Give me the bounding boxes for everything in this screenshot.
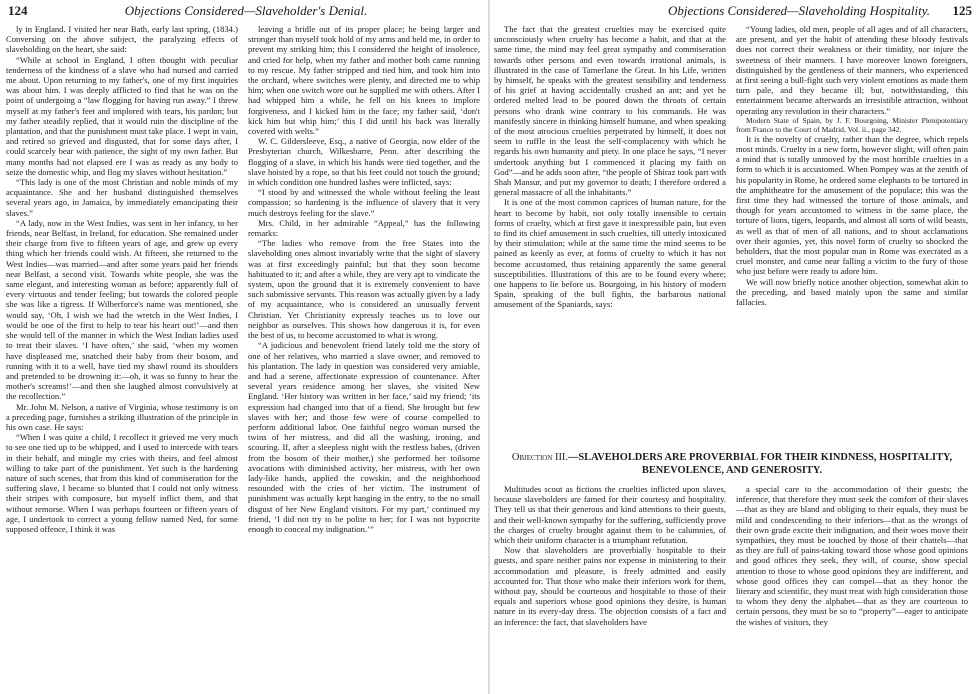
citation: Modern State of Spain, by J. F. Bourgoing, Minister Plenipotentiary from France to the Court of Madrid, Vol. ii., page 342. [736,115,968,134]
objection-title: —SLAVEHOLDERS ARE PROVERBIAL FOR THEIR KINDNESS, HOSPITALITY, BENEVOLENCE, AND GENEROSITY. [567,452,953,476]
paragraph: Mrs. Child, in her admirable “Appeal,” has the following remarks: [248,217,480,239]
objection-label: Objection III. [511,452,568,463]
paragraph: It is one of the most common caprices of human nature, for the heart to become by habit, not only totally insensible to certain forms of cruelty, which at first gave it inexpressible pain, but even to find its chief amusement in such cruelties, till utterly intoxicated by their stimulation; while at the same time the mind seems to be pained as keenly as ever, at forms of cruelty to which it has not become accustomed, thus retaining apparently the same general susceptibilities. Illustrations of this are to be found every where; one happens to lie before us. Bourgoing, in his history of modern Spain, speaking of the bull fights, the barbarous national amusement of the Spaniards, says: [494,197,726,310]
left-page-column-1 [6,24,238,694]
paragraph: “A judicious and benevolent friend lately told me the story of one of her relatives, who married a slave owner, and removed to his plantation. The lady in question was considered very amiable, and had a serene, affectionate expression of countenance. After several years residence among her slaves, she visited New England. ‘Her history was written in her face,’ said my friend; ‘its expression had changed into that of a fiend. She brought but few slaves with her; and those few were of course compelled to perform additional labor. One faithful negro woman nursed the twins of her mistress, and did all the washing, ironing, and scouring. If, after a sleepless night with the restless babes, (driven from the bosom of their mother,) she performed her toilsome avocations with diminished activity, her mistress, with her own lady-like hands, applied the cowskin, and the neighborhood resounded with the cries of her victim. The instrument of punishment was actually kept hanging in the entry, to the no small disgust of her New England visitors. For my part,’ continued my friend, ‘I did not try to be polite to her; for I was not hypocrite enough to conceal my indignation.’” [248,340,480,534]
paragraph: “Young ladies, old men, people of all ages and of all characters, are present, and yet the habit of attending these bloody festivals does not correct their weakness or their timidity, nor injure the sweetness of their manners. I have moreover known foreigners, distinguished by the gentleness of their manners, who experienced at first seeing a bull-fight such very violent emotions as made them turn pale, and they became ill; but, notwithstanding, this entertainment became afterwards an irresistible attraction, without operating any revolution in their characters.” [736,24,968,116]
paragraph: W. C. Gildersleeve, Esq., a native of Georgia, now elder of the Presbyterian church, Wilkesbarre, Penn. after describing the flogging of a slave, in which his hands were tied together, and the slave hoisted by a rope, so that his feet could not touch the ground; in which condition one hundred lashes were inflicted, says: [248,136,480,188]
paragraph: “The ladies who remove from the free States into the slaveholding ones almost invariably write that the sight of slavery was at first exceedingly painful; but that they soon become habituated to it; and after a while, they are very apt to vindicate the system, upon the ground that it is extremely convenient to have such submissive servants. This reason was actually given by a lady of my acquaintance, who is considered an unusually fervent Christian. Yet Christianity expressly teaches us to love our neighbor as ourselves. This shows how dangerous it is, for even the best of us, to become accustomed to what is wrong. [248,238,480,341]
paragraph: a special care to the accommodation of their guests; the inference, that therefore they must seek the comfort of their slaves—that as they are bland and obliging to their equals, they must be mild and condescending to their inferiors—that as the wrongs of their own grade excite their indignation, and their woes move their sympathies, they must be touched by those of their chattels—that as they are full of pains-taking toward those whose good opinions and good offices they seek, they will, of course, show special attention to those to whose good opinions they are indifferent, and whose good offices they can compel—that as they honor the literary and scientific, they must treat with high consideration those to whom they deny the alphabet—that as they are courteous to certain persons, they must be so to “property”—eager to anticipate the wishes of visitors, they [736,484,968,627]
paragraph: Multitudes scout as fictions the cruelties inflicted upon slaves, because slaveholders are famed for their courtesy and hospitality. They tell us that their generous and kind attentions to their guests, and their well-known sympathy for the suffering, sufficiently prove the charges of cruelty brought against them to be calumnies, of which their uniform character is a triumphant refutation. [494,484,726,546]
paragraph: Mr. John M. Nelson, a native of Virginia, whose testimony is on a preceding page, furnishes a striking illustration of the principle in his own case. He says: [6,401,238,432]
paragraph: We will now briefly notice another objection, somewhat akin to the preceding, and based mainly upon the same and similar fallacies. [736,276,968,308]
right-page-lower-column-2 [736,484,968,694]
left-page-header [6,2,486,20]
paragraph: It is the novelty of cruelty, rather than the degree, which repels most minds. Cruelty in a new form, however slight, will often pain a mind that is totally unmoved by the most horrible cruelties in a form to which it is accustomed. When Pompey was at the zenith of his popularity in Rome, he ordered some elephants to be tortured in the amphitheatre for the amusement of the populace; this was the first time they had witnessed the torture of those animals, and though for years accustomed to witness in the same place, the torture of lions, tigers, leopards, and almost all sorts of wild beasts, as well as that of men of all nations, and to shout acclamations over their agonies, yet, this novel form of cruelty so shocked the beholders, that the most popular man in Rome was execrated as a cruel monster, and came near falling a victim to the fury of those who just before were ready to adore him. [736,133,968,277]
right-page-header [494,2,974,20]
paragraph: “A lady, now in the West Indies, was sent in her infancy, to her friends, near Belfast, in Ireland, for education. She remained under their charge from five to fifteen years of age, and grew up every thing which her friends could wish. At fifteen, she returned to the West Indies—was married—and after some years paid her friends near Belfast, a second visit. Towards white people, she was the same elegant, and interesting woman as before; apparently full of every virtuous and tender feeling; but towards the colored people she was like a tigress. If Wilberforce's name was mentioned, she would say, ‘Oh, I wish we had the wretch in the West Indies, I would be one of the first to help to tear his heart out!’—and then she would tell of the manner in which the West Indian ladies used to treat their slaves. ‘I have often,’ she said, ‘when my women have displeased me, snatched their baby from their bosom, and running with it to a well, have tied my shawl round its shoulders and pretended to be drowning it:—oh, it was so funny to hear the mother's screams!’—and then she laughed almost convulsively at the recollection.” [6,217,238,402]
left-page-column-2 [248,24,480,694]
section-heading [494,452,970,477]
right-page [494,0,974,694]
right-page-column-2 [736,24,968,447]
paragraph: The fact that the greatest cruelties may be exercised quite unconsciously when cruelty has become a habit, and that at the same time, the mind may feel great sympathy and commiseration towards other persons and even towards irrational animals, is illustrated in the case of Tamerlane the Great. In his Life, written by himself, he speaks with the greatest sensibility and tenderness of his grief at having accidentally crushed an ant; and yet he ordered melted lead to be poured down the throats of certain persons who drank wine contrary to his commands. He was manifestly sincere in thinking himself humane, and when speaking of the most atrocious cruelties perpetrated by himself, it does not seem to ruffle in the least the self-complacency with which he regards his own humanity and piety. In one place he says, “I never undertook anything but I commenced it placing my faith on God”—and he adds soon after, “the people of Shiraz took part with Shah Mansur, and put my governor to death; I therefore ordered a general massacre of all the inhabitants.” [494,24,726,198]
page-gutter [488,0,490,694]
paragraph: “This lady is one of the most Christian and noble minds of my acquaintance. She and her husband distinguished themselves several years ago, in Jamaica, by immediately emancipating their slaves.” [6,177,238,218]
paragraph: “When I was quite a child, I recollect it grieved me very much to see one tied up to be whipped, and I used to intercede with tears in their behalf, and mingle my cries with theirs, and feel almost willing to take part of the punishment. Yet such is the hardening nature of such scenes, that from this kind of commiseration for the suffering slave, I became so blunted that I could not only witness their stripes with composure, but myself inflict them, and that without remorse. When I was perhaps fourteen or fifteen years of age, I undertook to correct a young fellow named Ned, for some supposed offence, I think it was [6,432,238,534]
paragraph: leaving a bridle out of its proper place; he being larger and stronger than myself took hold of my arms and held me, in order to prevent my striking him; this I considered the height of insolence, and cried for help, when my father and mother both came running to my rescue. My father stripped and tied him, and took him into the orchard, where switches were plenty, and directed me to whip him; when one switch wore out he supplied me with others. After I had whipped him a while, he fell on his knees to implore forgiveness, and I kicked him in the face; my father said, ‘don't kick him but whip him;’ this I did until his back was literally covered with welts.” [248,24,480,137]
right-page-column-1 [494,24,726,447]
paragraph: “I stood by and witnessed the whole without feeling the least compassion; so hardening is the influence of slavery that it very much destroys feeling for the slave.” [248,187,480,218]
left-page [6,0,486,694]
right-page-lower-column-1 [494,484,726,694]
paragraph: “While at school in England, I often thought with peculiar tenderness of the kindness of a slave who had nursed and carried me about. Upon returning to my father's, one of my first inquiries was about him. I was deeply afflicted to find that he was on the point of undergoing a “law flogging for having run away.” I threw myself at my father's feet and implored with tears, his pardon; but my father steadily replied, that it would ruin the discipline of the plantation, and that the punishment must take place. I wept in vain, and retired so grieved and disgusted, that for some days after, I could scarcely bear with patience, the sight of my own father. But many months had not elapsed ere I was as ready as any body to seize the domestic whip, and flog my slaves without hesitation.” [6,54,238,177]
running-head: Objections Considered—Slaveholder's Denial. [124,3,368,18]
paragraph: ly in England. I visited her near Bath, early last spring, (1834.) Conversing on the above subject, the paralyzing effects of slaveholding on the heart, she said: [6,24,238,55]
page-number: 125 [952,3,972,18]
page-number: 124 [8,3,28,18]
paragraph: Now that slaveholders are proverbially hospitable to their guests, and spare neither pains nor expense in ministering to their accommodation and pleasure, is freely admitted and easily accounted for. That those who make their inferiors work for them, without pay, should be courteous and hospitable to those of their equals and superiors whose good opinions they desire, is human nature in its every-day dress. The objection consists of a fact and an inference: the fact, that slaveholders have [494,545,726,627]
running-head: Objections Considered—Slaveholding Hospitality. [667,3,930,18]
